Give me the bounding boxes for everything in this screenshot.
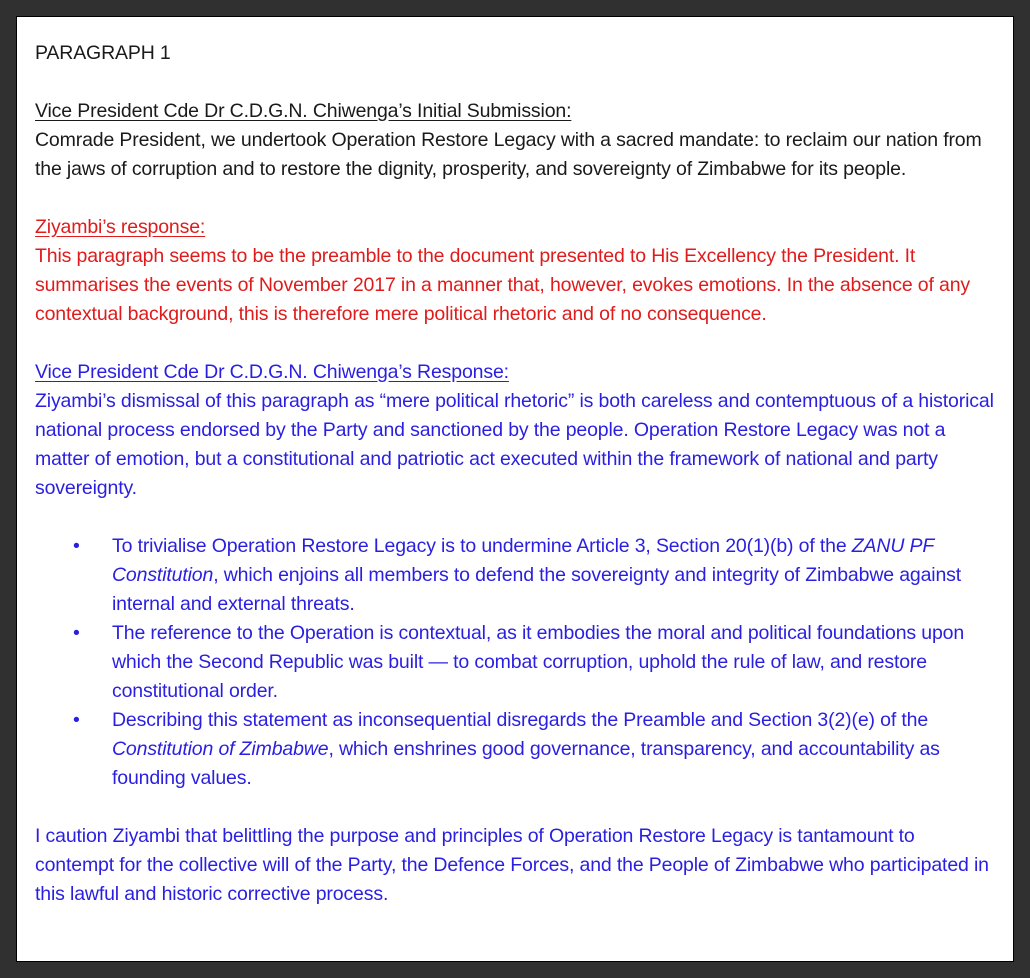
closing-text: I caution Ziyambi that belittling the purpose and principles of Operation Restore Legacy is tantamount to contempt for the collective will of the Party, the Defence Forces, and the People of Zimbabwe who participated in this lawful and historic corrective process. bbox=[35, 825, 989, 905]
bullet-text: Describing this statement as inconsequential disregards the Preamble and Section 3(2)(e) of the bbox=[112, 709, 929, 731]
ziyambi-response-text: This paragraph seems to be the preamble to the document presented to His Excellency the President. It summarises the events of November 2017 in a manner that, however, evokes emotions. In the absence of any contextual background, this is therefore mere political rhetoric and of no consequence. bbox=[35, 245, 971, 325]
bullet-item bbox=[35, 532, 995, 619]
bullet-text: To trivialise Operation Restore Legacy is to undermine Article 3, Section 20(1)(b) of the bbox=[112, 535, 852, 557]
document-page bbox=[16, 16, 1014, 962]
submission-title: Vice President Cde Dr C.D.G.N. Chiwenga’s Initial Submission: bbox=[35, 100, 572, 122]
bullet-icon: • bbox=[73, 535, 80, 557]
bullet-text: , which enjoins all members to defend the sovereignty and integrity of Zimbabwe against internal and external threats. bbox=[112, 564, 962, 615]
spacer bbox=[35, 184, 995, 213]
paragraph-heading: PARAGRAPH 1 bbox=[35, 42, 171, 64]
bullet-text: The reference to the Operation is contextual, as it embodies the moral and political foundations upon which the Second Republic was built — to combat corruption, uphold the rule of law, and restore constitutional order. bbox=[112, 622, 965, 702]
spacer bbox=[35, 503, 995, 532]
bullet-icon: • bbox=[73, 709, 80, 731]
bullet-text: , which enshrines good governance, transparency, and accountability as founding values. bbox=[112, 738, 940, 789]
submission-text: Comrade President, we undertook Operation Restore Legacy with a sacred mandate: to reclaim our nation from the jaws of corruption and to restore the dignity, prosperity, and sovereignty of Zimbabwe for its people. bbox=[35, 129, 982, 180]
ziyambi-response-title: Ziyambi’s response: bbox=[35, 216, 206, 238]
spacer bbox=[35, 329, 995, 358]
bullet-icon: • bbox=[73, 622, 80, 644]
chiwenga-response-title: Vice President Cde Dr C.D.G.N. Chiwenga’s Response: bbox=[35, 361, 509, 383]
response-bullet-list bbox=[35, 532, 995, 793]
chiwenga-response-text: Ziyambi’s dismissal of this paragraph as “mere political rhetoric” is both careless and contemptuous of a historical national process endorsed by the Party and sanctioned by the people. Operation Restore Legacy was not a matter of emotion, but a constitutional and patriotic act executed within the framework of national and party sovereignty. bbox=[35, 390, 994, 499]
spacer bbox=[35, 793, 995, 822]
bullet-item bbox=[35, 619, 995, 706]
bullet-emphasis: ZANU PF Constitution bbox=[112, 535, 934, 586]
bullet-emphasis: Constitution of Zimbabwe bbox=[112, 738, 329, 760]
bullet-item bbox=[35, 706, 995, 793]
